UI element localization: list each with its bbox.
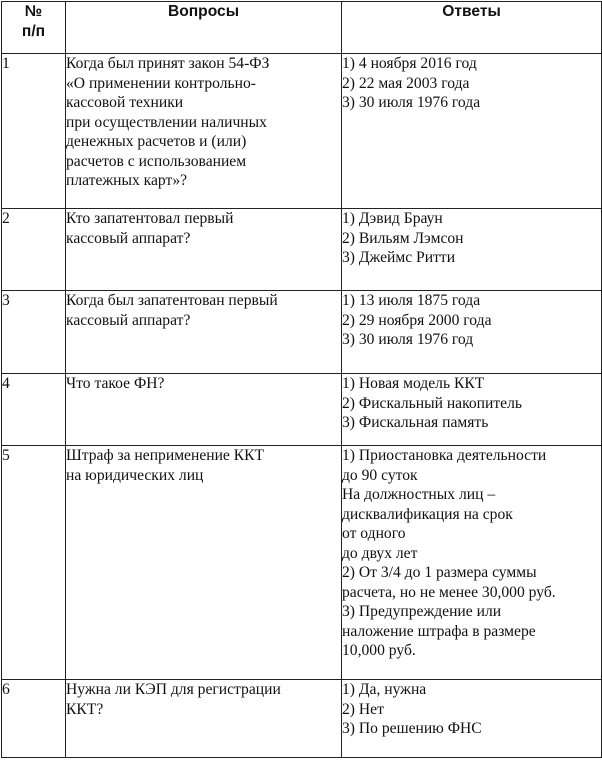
header-number — [2, 2, 66, 54]
answer-line: дисквалификация на срок — [342, 505, 513, 523]
answer-line: 1) Новая модель ККТ — [342, 375, 485, 392]
quiz-table — [1, 1, 602, 758]
table-row — [2, 209, 602, 291]
answer-cell — [342, 54, 602, 209]
question-line: при осуществлении наличных — [66, 113, 267, 131]
answer-line: 2) Вильям Лэмсон — [342, 229, 464, 247]
answer-line: 1) Приостановка деятельности — [342, 447, 547, 464]
answer-line: 3) 30 июля 1976 год — [342, 331, 474, 348]
answer-line: На должностных лиц – — [342, 486, 496, 503]
answer-line: 2) От 3/4 до 1 размера суммы — [342, 564, 537, 581]
table-row — [2, 374, 602, 446]
answer-cell — [342, 680, 602, 758]
question-line: Штраф за неприменение ККТ — [66, 447, 265, 464]
row-number: 2 — [2, 209, 66, 291]
answer-cell — [342, 374, 602, 446]
question-cell — [66, 446, 342, 680]
answer-line: 3) Фискальная память — [342, 414, 489, 431]
answer-line: 1) 4 ноября 2016 год — [342, 55, 477, 72]
answer-line: 1) Да, нужна — [342, 681, 427, 698]
table-row — [2, 680, 602, 758]
answer-line: 3) Предупреждение или — [342, 603, 502, 620]
question-line: кассовой техники — [66, 94, 184, 111]
header-number-abbr: п/п — [21, 22, 46, 40]
question-cell — [66, 374, 342, 446]
question-line: Когда был принят закон 54-ФЗ — [66, 55, 270, 72]
answer-line: до 90 суток — [342, 466, 418, 484]
answer-line: 2) Нет — [342, 700, 384, 718]
question-line: Нужна ли КЭП для регистрации — [66, 681, 281, 698]
row-number: 5 — [2, 446, 66, 680]
question-line: кассовый аппарат? — [66, 229, 191, 247]
answer-line: 1) 13 июля 1875 года — [342, 292, 481, 309]
table-header-row — [2, 2, 602, 54]
question-cell — [66, 209, 342, 291]
question-line: «О применении контрольно- — [66, 74, 256, 92]
header-questions: Вопросы — [66, 2, 342, 54]
question-line: Что такое ФН? — [66, 375, 165, 392]
answer-cell — [342, 446, 602, 680]
answer-line: 2) Фискальный накопитель — [342, 394, 522, 412]
row-number: 3 — [2, 291, 66, 374]
answer-cell — [342, 291, 602, 374]
row-number: 4 — [2, 374, 66, 446]
answer-cell — [342, 209, 602, 291]
answer-line: 1) Дэвид Браун — [342, 210, 443, 227]
answer-line: от одного — [342, 525, 406, 542]
row-number: 6 — [2, 680, 66, 758]
question-line: кассовый аппарат? — [66, 311, 191, 329]
answer-line: 3) По решению ФНС — [342, 720, 482, 737]
header-answers: Ответы — [342, 2, 602, 54]
question-line: денежных расчетов и (или) — [66, 133, 247, 150]
answer-line: 2) 22 мая 2003 года — [342, 74, 470, 92]
question-line: на юридических лиц — [66, 466, 204, 484]
header-number-symbol: № — [24, 3, 43, 20]
question-line: расчетов с использованием — [66, 152, 247, 170]
question-cell — [66, 680, 342, 758]
row-number: 1 — [2, 54, 66, 209]
question-line: ККТ? — [66, 700, 104, 718]
table-row — [2, 54, 602, 209]
question-line: платежных карт»? — [66, 172, 188, 189]
question-cell — [66, 54, 342, 209]
answer-line: наложение штрафа в размере — [342, 622, 536, 640]
answer-line: 3) 30 июля 1976 года — [342, 94, 481, 111]
table-row — [2, 446, 602, 680]
answer-line: до двух лет — [342, 544, 418, 562]
answer-line: 3) Джеймс Ритти — [342, 249, 456, 266]
question-cell — [66, 291, 342, 374]
answer-line: расчета, но не менее 30,000 руб. — [342, 583, 556, 601]
answer-line: 2) 29 ноября 2000 года — [342, 311, 492, 329]
question-line: Когда был запатентован первый — [66, 292, 278, 309]
answer-line: 10,000 руб. — [342, 642, 416, 659]
question-line: Кто запатентовал первый — [66, 210, 234, 227]
table-row — [2, 291, 602, 374]
